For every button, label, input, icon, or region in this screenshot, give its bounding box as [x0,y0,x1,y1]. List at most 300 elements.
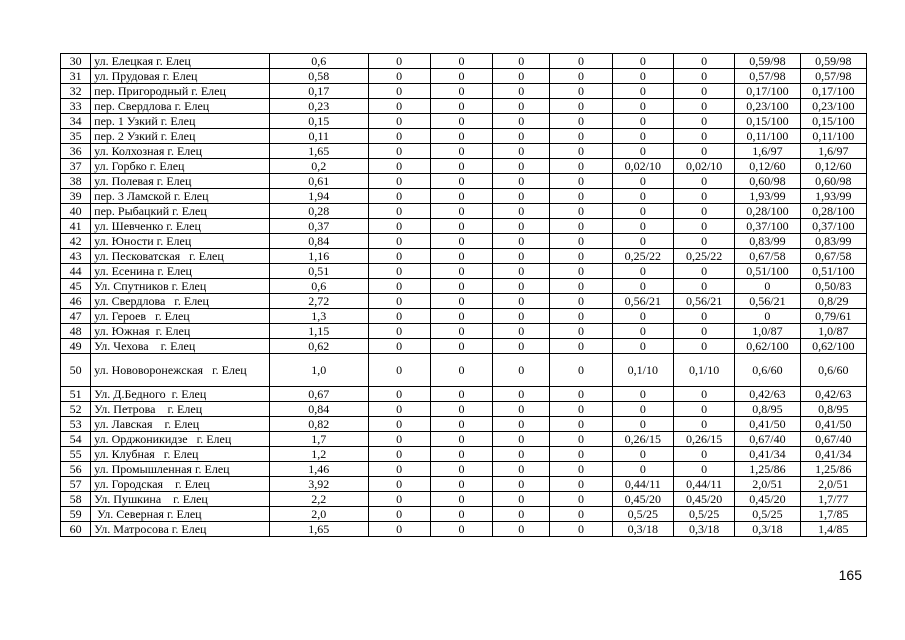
value-cell-1: 0 [368,522,430,537]
value-cell-4: 0 [550,54,612,69]
street-name-cell: Ул. Спутников г. Елец [91,279,270,294]
row-number-cell: 34 [61,114,91,129]
value-cell-4: 0 [550,234,612,249]
value-cell-5: 0 [612,84,673,99]
value-cell-1: 0 [368,447,430,462]
value-cell-5: 0 [612,234,673,249]
value-cell-6: 0 [673,279,734,294]
value-cell-5: 0,3/18 [612,522,673,537]
value-cell-5: 0 [612,204,673,219]
value-cell-8: 0,15/100 [800,114,866,129]
value-cell-7: 0,42/63 [735,387,800,402]
value-cell-3: 0 [493,492,550,507]
row-number-cell: 47 [61,309,91,324]
value-cell-7: 0,59/98 [735,54,800,69]
street-name-cell: ул. Героев г. Елец [91,309,270,324]
row-number-cell: 36 [61,144,91,159]
value-cell-6: 0 [673,174,734,189]
value-cell-3: 0 [493,279,550,294]
value-cell-7: 0,83/99 [735,234,800,249]
row-number-cell: 42 [61,234,91,249]
value-cell-1: 0 [368,204,430,219]
value-cell-7: 0,3/18 [735,522,800,537]
street-name-cell: ул. Горбко г. Елец [91,159,270,174]
street-name-cell: Ул. Д.Бедного г. Елец [91,387,270,402]
value-cell-4: 0 [550,507,612,522]
value-cell-8: 1,93/99 [800,189,866,204]
value-cell-8: 0,8/29 [800,294,866,309]
value-cell-5: 0,44/11 [612,477,673,492]
street-name-cell: ул. Лавская г. Елец [91,417,270,432]
value-cell-5: 0 [612,462,673,477]
value-cell-8: 0,23/100 [800,99,866,114]
value-cell-1: 0 [368,339,430,354]
value-cell-7: 0,12/60 [735,159,800,174]
value-cell-5: 0 [612,417,673,432]
value-cell-3: 0 [493,447,550,462]
value-cell-1: 0 [368,54,430,69]
street-name-cell: ул. Орджоникидзе г. Елец [91,432,270,447]
street-name-cell: ул. Клубная г. Елец [91,447,270,462]
length-cell: 0,84 [270,402,368,417]
value-cell-2: 0 [430,387,492,402]
length-cell: 3,92 [270,477,368,492]
value-cell-5: 0,45/20 [612,492,673,507]
table-row [61,447,867,462]
value-cell-8: 0,62/100 [800,339,866,354]
length-cell: 2,2 [270,492,368,507]
value-cell-5: 0 [612,324,673,339]
street-name-cell: ул. Юности г. Елец [91,234,270,249]
value-cell-3: 0 [493,354,550,387]
length-cell: 1,3 [270,309,368,324]
value-cell-7: 0,37/100 [735,219,800,234]
value-cell-5: 0 [612,447,673,462]
row-number-cell: 59 [61,507,91,522]
row-number-cell: 56 [61,462,91,477]
value-cell-6: 0,1/10 [673,354,734,387]
value-cell-3: 0 [493,294,550,309]
row-number-cell: 60 [61,522,91,537]
table-row [61,339,867,354]
row-number-cell: 35 [61,129,91,144]
street-name-cell: ул. Прудовая г. Елец [91,69,270,84]
value-cell-1: 0 [368,432,430,447]
value-cell-8: 0,57/98 [800,69,866,84]
value-cell-8: 0,42/63 [800,387,866,402]
value-cell-7: 0,51/100 [735,264,800,279]
value-cell-2: 0 [430,522,492,537]
value-cell-2: 0 [430,462,492,477]
value-cell-5: 0 [612,219,673,234]
value-cell-1: 0 [368,417,430,432]
length-cell: 0,2 [270,159,368,174]
value-cell-6: 0 [673,54,734,69]
value-cell-4: 0 [550,339,612,354]
table-row [61,507,867,522]
value-cell-4: 0 [550,477,612,492]
value-cell-1: 0 [368,309,430,324]
street-name-cell: Ул. Чехова г. Елец [91,339,270,354]
value-cell-8: 0,6/60 [800,354,866,387]
value-cell-6: 0 [673,144,734,159]
length-cell: 1,16 [270,249,368,264]
value-cell-4: 0 [550,189,612,204]
table-row [61,54,867,69]
value-cell-5: 0 [612,189,673,204]
value-cell-2: 0 [430,447,492,462]
value-cell-2: 0 [430,432,492,447]
value-cell-6: 0 [673,189,734,204]
value-cell-2: 0 [430,219,492,234]
value-cell-1: 0 [368,159,430,174]
roads-table [60,53,867,537]
street-name-cell: Ул. Пушкина г. Елец [91,492,270,507]
value-cell-7: 0,67/40 [735,432,800,447]
value-cell-6: 0,44/11 [673,477,734,492]
value-cell-3: 0 [493,309,550,324]
value-cell-8: 0,79/61 [800,309,866,324]
row-number-cell: 44 [61,264,91,279]
value-cell-3: 0 [493,99,550,114]
street-name-cell: пер. 1 Узкий г. Елец [91,114,270,129]
row-number-cell: 38 [61,174,91,189]
value-cell-7: 0,15/100 [735,114,800,129]
value-cell-7: 0,17/100 [735,84,800,99]
value-cell-2: 0 [430,189,492,204]
value-cell-6: 0 [673,114,734,129]
value-cell-5: 0 [612,144,673,159]
length-cell: 2,0 [270,507,368,522]
length-cell: 0,6 [270,279,368,294]
value-cell-7: 0,67/58 [735,249,800,264]
value-cell-6: 0,02/10 [673,159,734,174]
street-name-cell: пер. 2 Узкий г. Елец [91,129,270,144]
value-cell-7: 0,6/60 [735,354,800,387]
value-cell-7: 1,0/87 [735,324,800,339]
value-cell-7: 0 [735,279,800,294]
length-cell: 0,61 [270,174,368,189]
value-cell-8: 1,4/85 [800,522,866,537]
value-cell-8: 0,28/100 [800,204,866,219]
value-cell-4: 0 [550,402,612,417]
table-row [61,354,867,387]
table-row [61,477,867,492]
length-cell: 0,15 [270,114,368,129]
value-cell-5: 0,25/22 [612,249,673,264]
value-cell-4: 0 [550,159,612,174]
value-cell-5: 0 [612,402,673,417]
value-cell-3: 0 [493,339,550,354]
value-cell-2: 0 [430,279,492,294]
table-row [61,462,867,477]
row-number-cell: 33 [61,99,91,114]
value-cell-5: 0 [612,339,673,354]
street-name-cell: ул. Колхозная г. Елец [91,144,270,159]
street-name-cell: ул. Полевая г. Елец [91,174,270,189]
value-cell-1: 0 [368,129,430,144]
value-cell-5: 0 [612,264,673,279]
value-cell-1: 0 [368,174,430,189]
row-number-cell: 52 [61,402,91,417]
value-cell-3: 0 [493,402,550,417]
length-cell: 0,6 [270,54,368,69]
row-number-cell: 43 [61,249,91,264]
table-row [61,492,867,507]
value-cell-4: 0 [550,174,612,189]
value-cell-8: 1,6/97 [800,144,866,159]
value-cell-4: 0 [550,492,612,507]
value-cell-8: 1,7/85 [800,507,866,522]
value-cell-4: 0 [550,144,612,159]
length-cell: 2,72 [270,294,368,309]
value-cell-6: 0,56/21 [673,294,734,309]
table-row [61,84,867,99]
length-cell: 0,28 [270,204,368,219]
value-cell-5: 0,56/21 [612,294,673,309]
value-cell-4: 0 [550,99,612,114]
value-cell-8: 0,37/100 [800,219,866,234]
value-cell-8: 1,25/86 [800,462,866,477]
value-cell-4: 0 [550,387,612,402]
value-cell-8: 0,50/83 [800,279,866,294]
value-cell-6: 0 [673,324,734,339]
length-cell: 0,82 [270,417,368,432]
value-cell-8: 2,0/51 [800,477,866,492]
value-cell-8: 0,59/98 [800,54,866,69]
value-cell-1: 0 [368,264,430,279]
table-row [61,522,867,537]
value-cell-5: 0,5/25 [612,507,673,522]
value-cell-6: 0 [673,462,734,477]
value-cell-7: 0,62/100 [735,339,800,354]
value-cell-5: 0 [612,114,673,129]
length-cell: 1,65 [270,144,368,159]
value-cell-4: 0 [550,204,612,219]
table-row [61,144,867,159]
table-row [61,387,867,402]
row-number-cell: 45 [61,279,91,294]
value-cell-6: 0 [673,204,734,219]
value-cell-8: 0,17/100 [800,84,866,99]
length-cell: 1,0 [270,354,368,387]
value-cell-2: 0 [430,114,492,129]
value-cell-4: 0 [550,447,612,462]
value-cell-6: 0,26/15 [673,432,734,447]
value-cell-3: 0 [493,159,550,174]
length-cell: 1,2 [270,447,368,462]
value-cell-2: 0 [430,507,492,522]
value-cell-6: 0,3/18 [673,522,734,537]
value-cell-5: 0 [612,309,673,324]
table-row [61,309,867,324]
value-cell-1: 0 [368,477,430,492]
value-cell-6: 0 [673,84,734,99]
value-cell-2: 0 [430,174,492,189]
value-cell-7: 0,28/100 [735,204,800,219]
table-row [61,417,867,432]
street-name-cell: ул. Есенина г. Елец [91,264,270,279]
row-number-cell: 58 [61,492,91,507]
value-cell-1: 0 [368,114,430,129]
row-number-cell: 31 [61,69,91,84]
row-number-cell: 53 [61,417,91,432]
value-cell-8: 0,83/99 [800,234,866,249]
value-cell-2: 0 [430,324,492,339]
value-cell-6: 0,5/25 [673,507,734,522]
length-cell: 0,51 [270,264,368,279]
value-cell-1: 0 [368,324,430,339]
value-cell-6: 0 [673,69,734,84]
value-cell-7: 0 [735,309,800,324]
table-row [61,264,867,279]
value-cell-6: 0 [673,264,734,279]
value-cell-5: 0 [612,99,673,114]
value-cell-3: 0 [493,174,550,189]
value-cell-3: 0 [493,204,550,219]
table-row [61,219,867,234]
value-cell-6: 0 [673,219,734,234]
row-number-cell: 50 [61,354,91,387]
value-cell-7: 0,5/25 [735,507,800,522]
value-cell-7: 0,8/95 [735,402,800,417]
value-cell-7: 0,57/98 [735,69,800,84]
table-row [61,129,867,144]
value-cell-5: 0,02/10 [612,159,673,174]
length-cell: 1,7 [270,432,368,447]
value-cell-3: 0 [493,264,550,279]
value-cell-8: 1,0/87 [800,324,866,339]
value-cell-1: 0 [368,294,430,309]
value-cell-7: 1,6/97 [735,144,800,159]
value-cell-5: 0 [612,279,673,294]
value-cell-4: 0 [550,324,612,339]
value-cell-8: 0,11/100 [800,129,866,144]
row-number-cell: 48 [61,324,91,339]
length-cell: 0,11 [270,129,368,144]
value-cell-1: 0 [368,462,430,477]
value-cell-6: 0,25/22 [673,249,734,264]
table-row [61,204,867,219]
value-cell-6: 0 [673,402,734,417]
value-cell-8: 0,41/34 [800,447,866,462]
value-cell-2: 0 [430,354,492,387]
value-cell-5: 0,26/15 [612,432,673,447]
value-cell-1: 0 [368,69,430,84]
street-name-cell: пер. Рыбацкий г. Елец [91,204,270,219]
value-cell-3: 0 [493,324,550,339]
street-name-cell: Ул. Петрова г. Елец [91,402,270,417]
value-cell-8: 0,8/95 [800,402,866,417]
street-name-cell: ул. Южная г. Елец [91,324,270,339]
length-cell: 0,84 [270,234,368,249]
street-name-cell: ул. Свердлова г. Елец [91,294,270,309]
table-row [61,114,867,129]
value-cell-7: 0,41/50 [735,417,800,432]
value-cell-7: 0,11/100 [735,129,800,144]
value-cell-1: 0 [368,402,430,417]
table-body [61,54,867,537]
value-cell-5: 0 [612,69,673,84]
value-cell-3: 0 [493,522,550,537]
value-cell-1: 0 [368,279,430,294]
table-row [61,294,867,309]
value-cell-3: 0 [493,114,550,129]
value-cell-3: 0 [493,144,550,159]
row-number-cell: 46 [61,294,91,309]
length-cell: 0,62 [270,339,368,354]
value-cell-2: 0 [430,339,492,354]
table-row [61,99,867,114]
value-cell-4: 0 [550,279,612,294]
row-number-cell: 39 [61,189,91,204]
value-cell-8: 0,41/50 [800,417,866,432]
value-cell-4: 0 [550,432,612,447]
value-cell-5: 0,1/10 [612,354,673,387]
value-cell-6: 0 [673,234,734,249]
value-cell-1: 0 [368,219,430,234]
length-cell: 1,65 [270,522,368,537]
length-cell: 0,17 [270,84,368,99]
value-cell-8: 1,7/77 [800,492,866,507]
value-cell-2: 0 [430,309,492,324]
value-cell-5: 0 [612,387,673,402]
value-cell-3: 0 [493,249,550,264]
value-cell-3: 0 [493,84,550,99]
value-cell-1: 0 [368,354,430,387]
value-cell-7: 0,45/20 [735,492,800,507]
value-cell-7: 1,93/99 [735,189,800,204]
value-cell-5: 0 [612,129,673,144]
value-cell-4: 0 [550,69,612,84]
length-cell: 0,58 [270,69,368,84]
street-name-cell: ул. Шевченко г. Елец [91,219,270,234]
value-cell-2: 0 [430,234,492,249]
value-cell-6: 0 [673,339,734,354]
value-cell-4: 0 [550,417,612,432]
length-cell: 0,37 [270,219,368,234]
value-cell-7: 0,41/34 [735,447,800,462]
value-cell-4: 0 [550,354,612,387]
value-cell-1: 0 [368,84,430,99]
length-cell: 1,15 [270,324,368,339]
value-cell-5: 0 [612,174,673,189]
value-cell-4: 0 [550,264,612,279]
value-cell-3: 0 [493,462,550,477]
value-cell-7: 0,56/21 [735,294,800,309]
value-cell-1: 0 [368,249,430,264]
value-cell-1: 0 [368,234,430,249]
value-cell-7: 0,60/98 [735,174,800,189]
street-name-cell: Ул. Северная г. Елец [91,507,270,522]
value-cell-2: 0 [430,69,492,84]
value-cell-4: 0 [550,462,612,477]
row-number-cell: 49 [61,339,91,354]
value-cell-3: 0 [493,477,550,492]
row-number-cell: 55 [61,447,91,462]
value-cell-6: 0 [673,387,734,402]
row-number-cell: 41 [61,219,91,234]
value-cell-3: 0 [493,54,550,69]
table-row [61,432,867,447]
value-cell-3: 0 [493,189,550,204]
value-cell-4: 0 [550,249,612,264]
value-cell-6: 0 [673,417,734,432]
street-name-cell: ул. Елецкая г. Елец [91,54,270,69]
table-row [61,402,867,417]
value-cell-8: 0,60/98 [800,174,866,189]
value-cell-1: 0 [368,387,430,402]
